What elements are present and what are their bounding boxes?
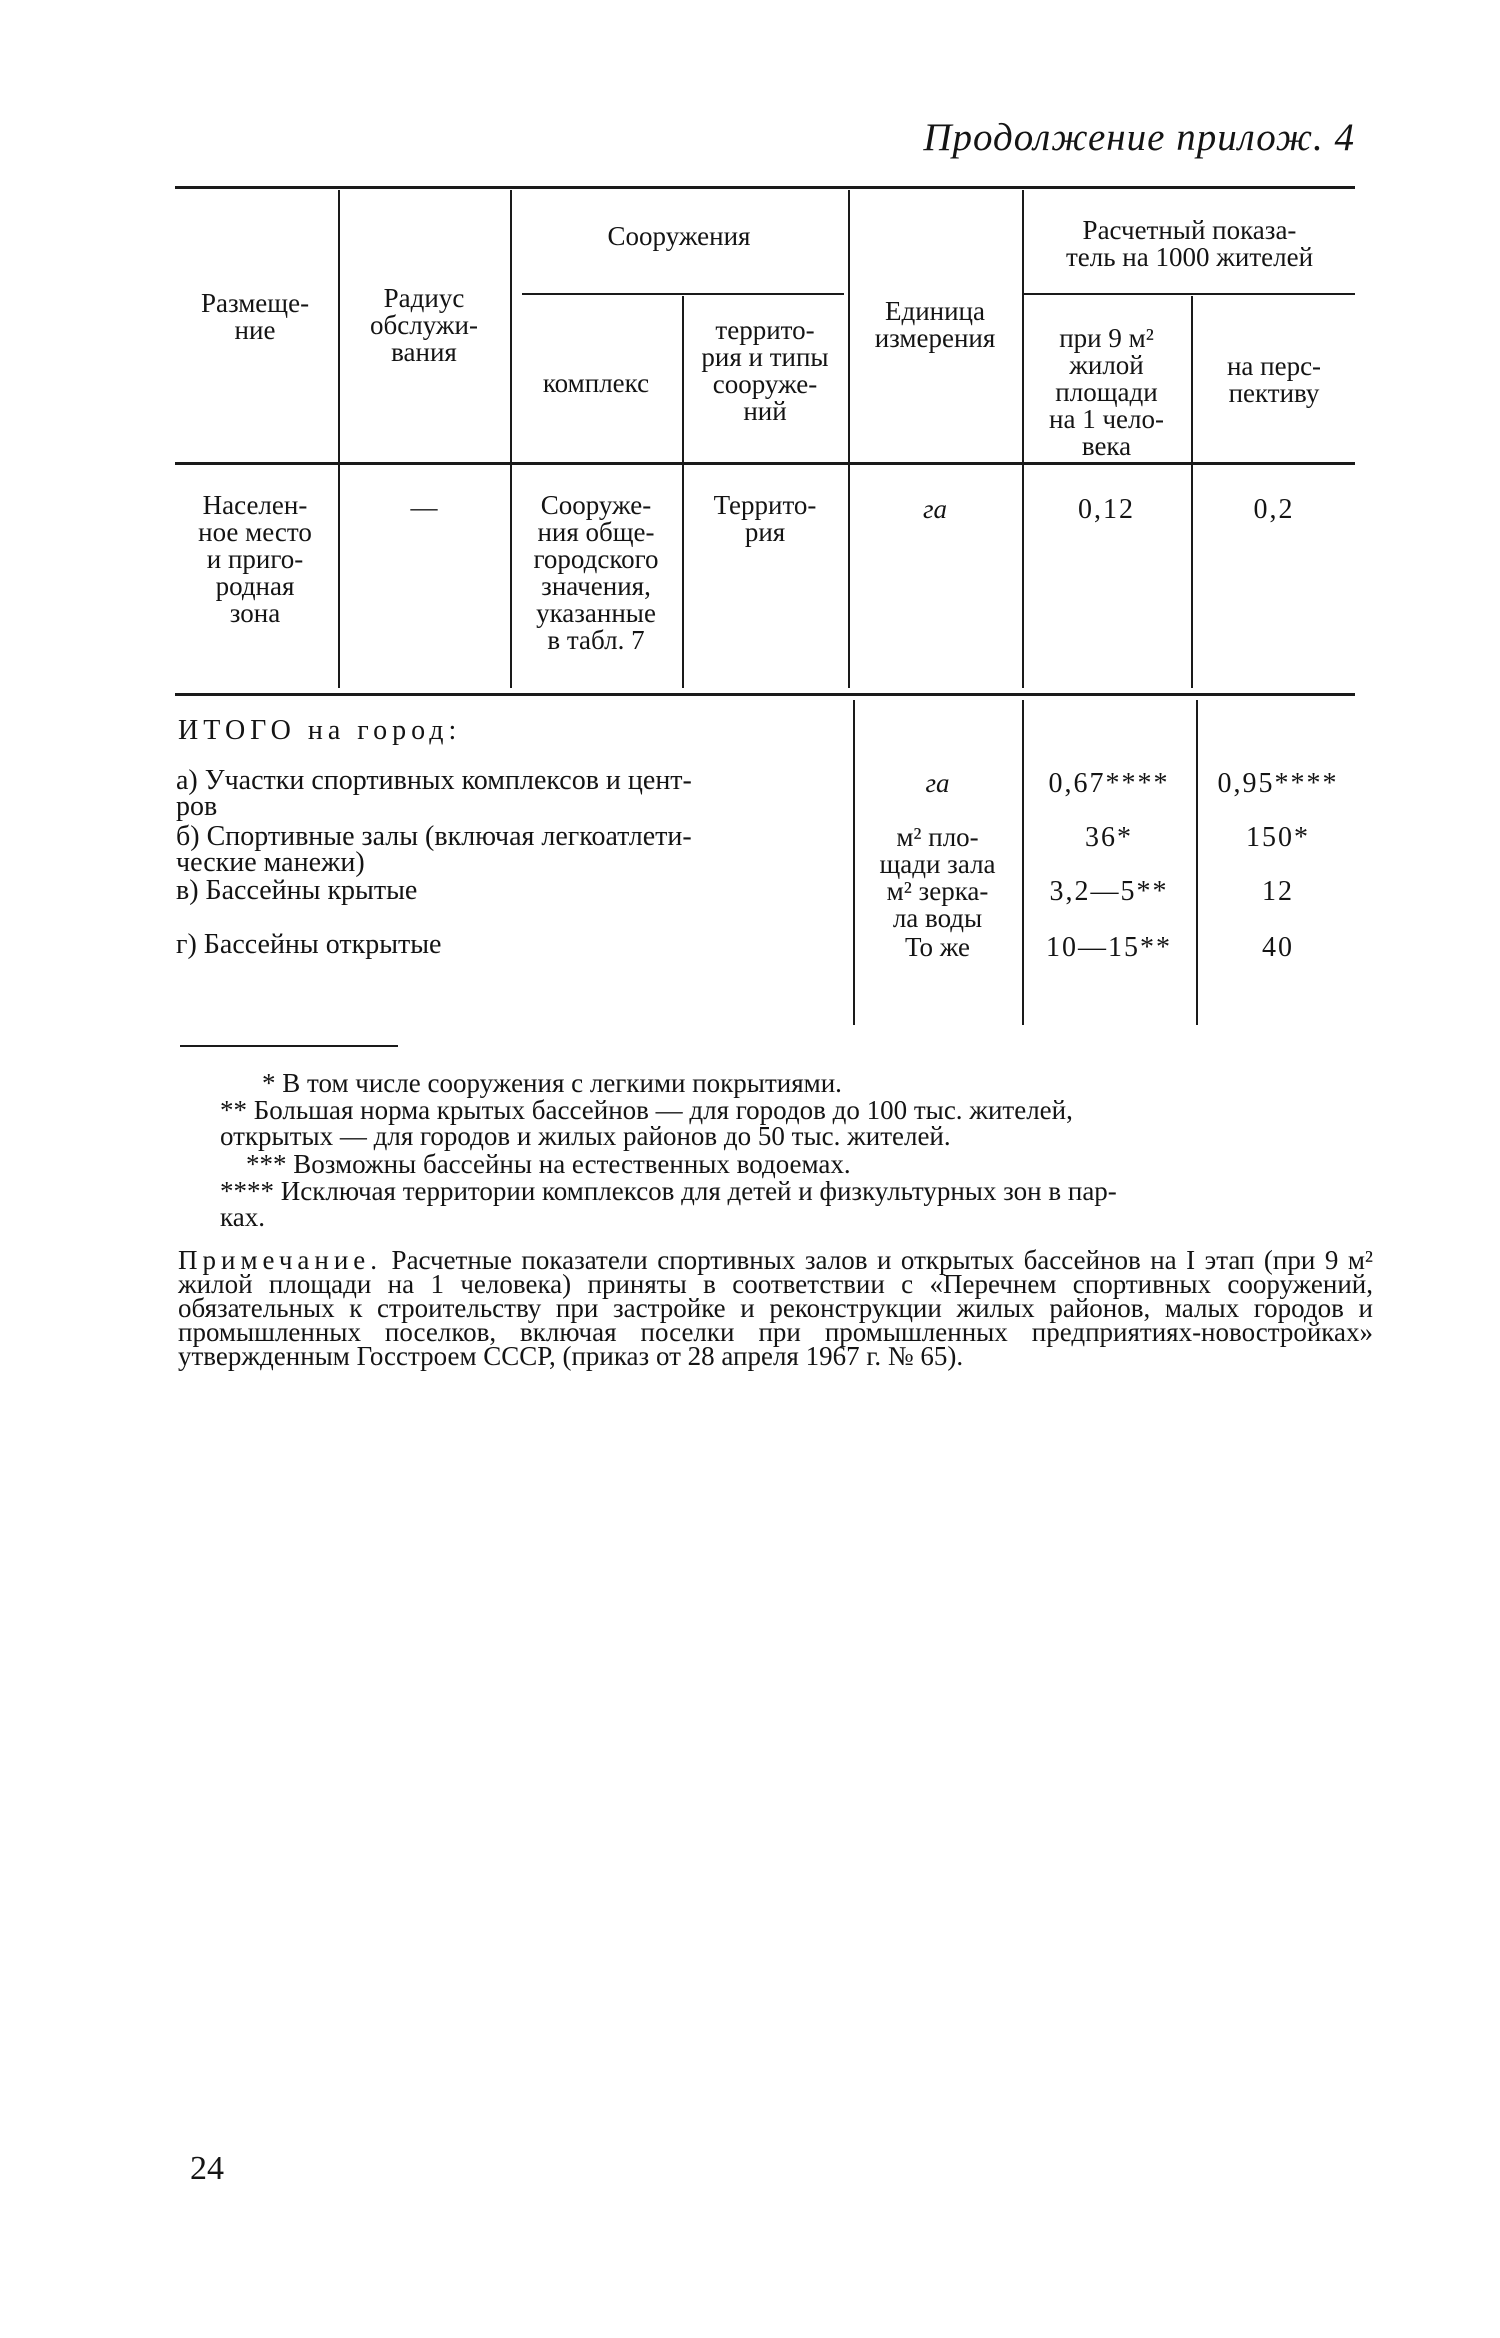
note-paragraph — [178, 1245, 1373, 1371]
itogo-row-d-unit: То же — [905, 932, 970, 962]
page-number: 24 — [190, 2150, 224, 2187]
table-top-rule — [175, 186, 1355, 189]
subheader-rule-indicator — [1022, 293, 1355, 295]
itogo-row-b-label: б) Спортивные залы (включая легкоатлети- ческие манежи) — [176, 821, 692, 878]
itogo-row-b-perspective: 150* — [1246, 822, 1310, 853]
note-text: Расчетные показатели спортивных залов и открытых бассейнов на I этап (при 9 м² жилой площади на 1 человека) приняты в соответствии с «Перечнем спортивных сооружений, обязательных к строительству при застройке и реконструкции жилых районов, малых городов и промышленных поселков, включая поселки при промышленных предприятиях-новостройках» утвержденным Госстроем СССР, (приказ от 28 апреля 1967 г. № 65). — [178, 1245, 1373, 1371]
itogo-divider-3 — [1196, 700, 1198, 1025]
itogo-row-a-at9: 0,67**** — [1048, 768, 1170, 799]
itogo-row-a-perspective: 0,95**** — [1217, 768, 1339, 799]
itogo-row-d-at9: 10—15** — [1046, 932, 1172, 963]
itogo-title-text: ИТОГО на город: — [178, 715, 462, 746]
itogo-row-d-perspective: 40 — [1262, 932, 1294, 963]
itogo-row-c-label: в) Бассейны крытые — [176, 875, 418, 906]
row1-territory: Террито- рия — [713, 490, 817, 547]
col-header-perspective: на перс- пективу — [1226, 351, 1322, 408]
header-bottom-rule — [175, 462, 1355, 465]
col-header-at9: при 9 м² жилой площади на 1 чело- века — [1049, 323, 1164, 461]
col-header-placement: Размеще- ние — [200, 288, 310, 345]
footnote-1: * В том числе сооружения с легкими покрытиями. — [262, 1068, 842, 1098]
col-header-structures: Сооружения — [607, 221, 751, 251]
itogo-row-c-at9: 3,2—5** — [1049, 876, 1169, 907]
row1-perspective: 0,2 — [1253, 494, 1295, 525]
col-header-indicator: Расчетный показа- тель на 1000 жителей — [1065, 215, 1314, 272]
itogo-row-a-unit: га — [925, 768, 950, 798]
continuation-header: Продолжение прилож. 4 — [923, 116, 1355, 159]
itogo-row-c-unit: м² зерка- ла воды — [886, 876, 989, 933]
col-divider-4 — [848, 190, 850, 688]
col-header-radius: Радиус обслужи- вания — [370, 283, 478, 367]
col-header-complex: комплекс — [542, 368, 650, 398]
footnote-4: **** Исключая территории комплексов для детей и физкультурных зон в пар- ках. — [220, 1176, 1117, 1232]
col-header-unit: Единица измерения — [874, 296, 996, 353]
itogo-row-b-unit: м² пло- щади зала — [879, 822, 996, 879]
row1-at9: 0,12 — [1078, 494, 1135, 525]
itogo-row-a-label: а) Участки спортивных комплексов и цент- ров — [176, 765, 692, 822]
row1-radius: — — [410, 492, 438, 522]
col-header-territory: террито- рия и типы сооруже- ний — [701, 315, 829, 426]
subheader-rule-structures — [522, 293, 844, 295]
itogo-row-c-perspective: 12 — [1262, 876, 1294, 907]
itogo-title — [178, 715, 462, 746]
row1-placement: Населен- ное место и приго- родная зона — [198, 490, 312, 628]
row1-unit: га — [922, 494, 948, 524]
col-divider-1 — [338, 190, 340, 688]
row1-bottom-rule — [175, 693, 1355, 696]
note-label: Примечание. — [178, 1245, 383, 1275]
itogo-row-b-at9: 36* — [1085, 822, 1133, 853]
row1-complex: Сооруже- ния обще- городского значения, указанные в табл. 7 — [533, 490, 659, 655]
footnote-separator — [180, 1045, 398, 1047]
footnote-3: *** Возможны бассейны на естественных водоемах. — [246, 1149, 851, 1179]
footnote-2: ** Большая норма крытых бассейнов — для городов до 100 тыс. жителей, открытых — для городов и жилых районов до 50 тыс. жителей. — [220, 1095, 1073, 1151]
itogo-row-d-label: г) Бассейны открытые — [176, 929, 442, 960]
itogo-divider-2 — [1022, 700, 1024, 1025]
